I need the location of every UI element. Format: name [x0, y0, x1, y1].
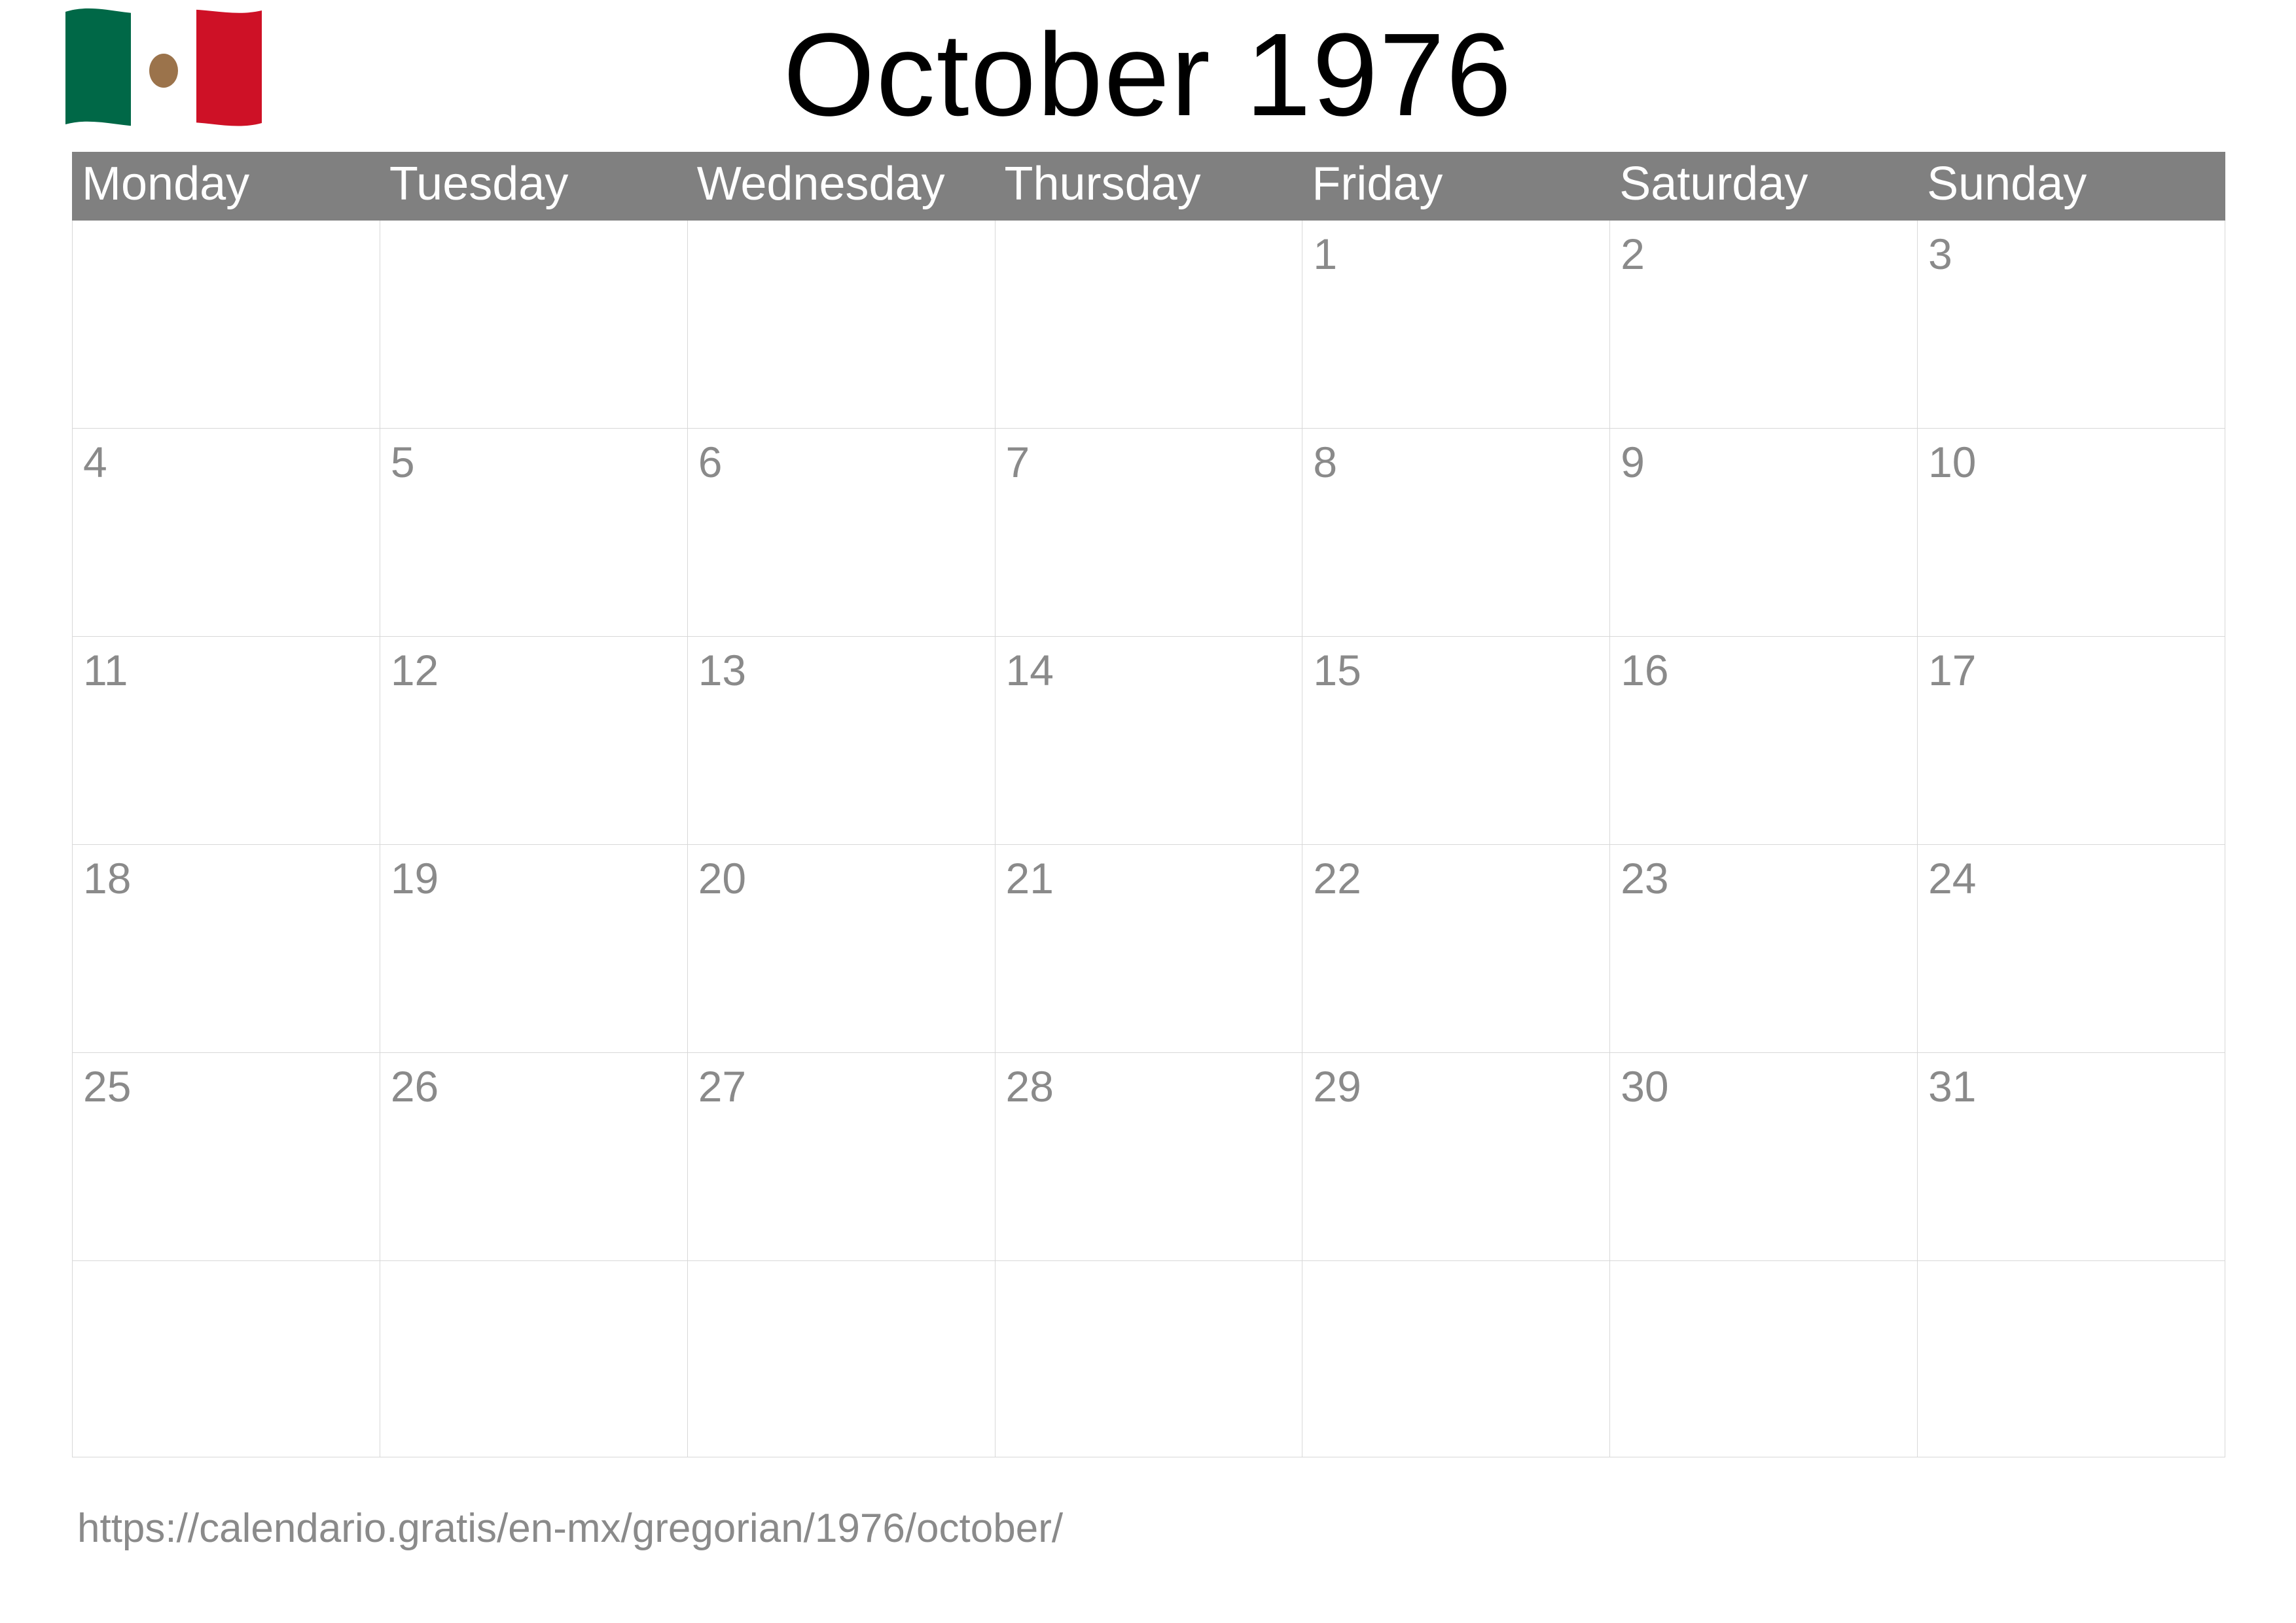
calendar-day-cell[interactable] — [1610, 845, 1918, 1053]
calendar-day-cell[interactable] — [73, 1261, 380, 1457]
calendar-day-cell[interactable] — [380, 845, 687, 1053]
calendar-week-row — [73, 429, 2225, 637]
calendar-day-cell[interactable] — [380, 1053, 687, 1261]
day-number: 30 — [1621, 1062, 1669, 1111]
source-url[interactable]: https://calendario.gratis/en-mx/gregorian/1976/october/ — [77, 1506, 1064, 1551]
calendar-day-cell[interactable] — [1610, 637, 1918, 845]
day-number: 14 — [1005, 646, 1054, 694]
calendar-day-cell[interactable] — [73, 221, 380, 429]
weekday-header-saturday: Saturday — [1610, 152, 1918, 221]
calendar-grid — [72, 152, 2225, 1457]
calendar-day-cell[interactable] — [995, 429, 1302, 637]
calendar-day-cell[interactable] — [1610, 221, 1918, 429]
calendar-day-cell[interactable] — [995, 1261, 1302, 1457]
page-header — [0, 0, 2296, 151]
calendar-week-row — [73, 221, 2225, 429]
weekday-header-friday: Friday — [1302, 152, 1610, 221]
day-number: 17 — [1928, 646, 1977, 694]
day-number: 7 — [1005, 438, 1030, 486]
calendar-day-cell[interactable] — [73, 637, 380, 845]
calendar-day-cell[interactable] — [1302, 429, 1610, 637]
weekday-header-sunday: Sunday — [1918, 152, 2225, 221]
day-number: 23 — [1621, 854, 1669, 902]
day-number: 3 — [1928, 230, 1952, 278]
calendar-day-cell[interactable] — [73, 845, 380, 1053]
day-number: 8 — [1313, 438, 1338, 486]
weekday-header-wednesday: Wednesday — [687, 152, 995, 221]
calendar-day-cell[interactable] — [687, 1053, 995, 1261]
calendar-day-cell[interactable] — [73, 429, 380, 637]
calendar-day-cell[interactable] — [995, 1053, 1302, 1261]
mexico-flag-icon — [65, 7, 262, 137]
day-number: 12 — [390, 646, 439, 694]
calendar-day-cell[interactable] — [1302, 637, 1610, 845]
calendar-day-cell[interactable] — [1610, 429, 1918, 637]
day-number: 2 — [1621, 230, 1645, 278]
calendar-day-cell[interactable] — [73, 1053, 380, 1261]
day-number: 19 — [390, 854, 439, 902]
calendar-day-cell[interactable] — [995, 845, 1302, 1053]
page-title: October 1976 — [783, 9, 1513, 141]
calendar-week-row — [73, 1053, 2225, 1261]
day-number: 6 — [698, 438, 723, 486]
day-number: 26 — [390, 1062, 439, 1111]
day-number: 5 — [390, 438, 415, 486]
calendar-day-cell[interactable] — [1918, 1261, 2225, 1457]
weekday-header-thursday: Thursday — [995, 152, 1302, 221]
calendar-day-cell[interactable] — [1302, 1053, 1610, 1261]
calendar-day-cell[interactable] — [687, 1261, 995, 1457]
day-number: 13 — [698, 646, 747, 694]
weekday-header-monday: Monday — [73, 152, 380, 221]
calendar-day-cell[interactable] — [687, 637, 995, 845]
calendar-day-cell[interactable] — [1918, 221, 2225, 429]
weekday-header-row — [73, 152, 2225, 221]
calendar-day-cell[interactable] — [1918, 845, 2225, 1053]
calendar-day-cell[interactable] — [1918, 429, 2225, 637]
calendar-week-row — [73, 637, 2225, 845]
day-number: 29 — [1313, 1062, 1361, 1111]
calendar-day-cell[interactable] — [995, 221, 1302, 429]
calendar-day-cell[interactable] — [380, 221, 687, 429]
calendar-day-cell[interactable] — [1302, 845, 1610, 1053]
calendar-day-cell[interactable] — [1610, 1261, 1918, 1457]
day-number: 24 — [1928, 854, 1977, 902]
calendar-day-cell[interactable] — [687, 845, 995, 1053]
calendar-day-cell[interactable] — [1918, 1053, 2225, 1261]
calendar-week-row — [73, 1261, 2225, 1457]
calendar-day-cell[interactable] — [995, 637, 1302, 845]
calendar-day-cell[interactable] — [1302, 1261, 1610, 1457]
calendar-day-cell[interactable] — [687, 221, 995, 429]
day-number: 11 — [83, 646, 128, 694]
day-number: 31 — [1928, 1062, 1977, 1111]
day-number: 18 — [83, 854, 132, 902]
day-number: 28 — [1005, 1062, 1054, 1111]
calendar-day-cell[interactable] — [1918, 637, 2225, 845]
day-number: 21 — [1005, 854, 1054, 902]
day-number: 4 — [83, 438, 107, 486]
calendar-day-cell[interactable] — [1610, 1053, 1918, 1261]
day-number: 15 — [1313, 646, 1361, 694]
calendar-day-cell[interactable] — [1302, 221, 1610, 429]
day-number: 1 — [1313, 230, 1338, 278]
day-number: 10 — [1928, 438, 1977, 486]
calendar-day-cell[interactable] — [380, 1261, 687, 1457]
day-number: 16 — [1621, 646, 1669, 694]
weekday-header-tuesday: Tuesday — [380, 152, 687, 221]
calendar-day-cell[interactable] — [687, 429, 995, 637]
day-number: 27 — [698, 1062, 747, 1111]
day-number: 22 — [1313, 854, 1361, 902]
day-number: 20 — [698, 854, 747, 902]
day-number: 9 — [1621, 438, 1645, 486]
calendar-day-cell[interactable] — [380, 429, 687, 637]
calendar-day-cell[interactable] — [380, 637, 687, 845]
day-number: 25 — [83, 1062, 132, 1111]
calendar-week-row — [73, 845, 2225, 1053]
